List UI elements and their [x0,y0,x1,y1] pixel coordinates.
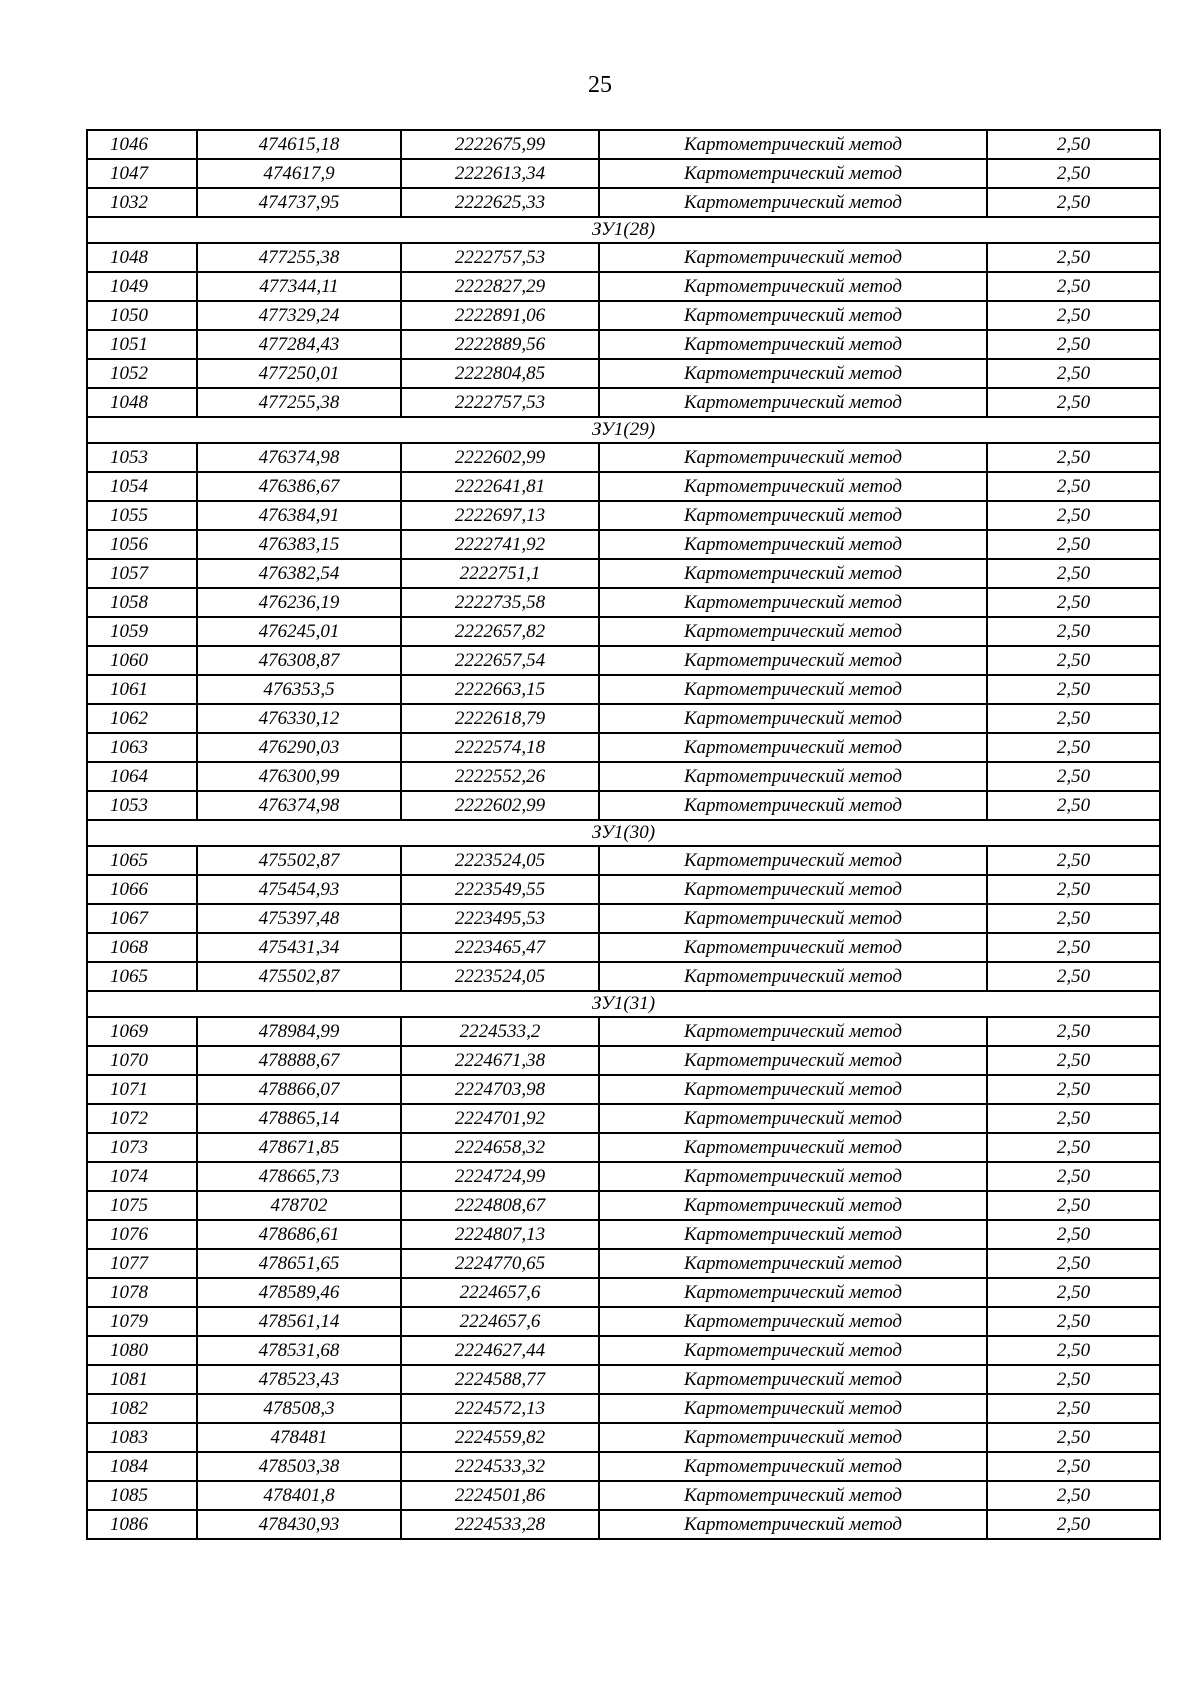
table-row [87,675,1160,704]
point-number-cell: 1084 [87,1452,197,1481]
accuracy-cell: 2,50 [987,646,1160,675]
section-header-row [87,417,1160,443]
section-title: ЗУ1(30) [87,820,1160,846]
x-coordinate-cell: 478702 [197,1191,401,1220]
accuracy-cell: 2,50 [987,1481,1160,1510]
method-cell: Картометрический метод [599,559,987,588]
table-row [87,875,1160,904]
x-coordinate-cell: 478430,93 [197,1510,401,1539]
accuracy-cell: 2,50 [987,1046,1160,1075]
y-coordinate-cell: 2224657,6 [401,1307,599,1336]
x-coordinate-cell: 478589,46 [197,1278,401,1307]
table-row [87,472,1160,501]
method-cell: Картометрический метод [599,933,987,962]
x-coordinate-cell: 474615,18 [197,130,401,159]
method-cell: Картометрический метод [599,1162,987,1191]
accuracy-cell: 2,50 [987,1336,1160,1365]
point-number-cell: 1071 [87,1075,197,1104]
method-cell: Картометрический метод [599,1510,987,1539]
accuracy-cell: 2,50 [987,762,1160,791]
method-cell: Картометрический метод [599,762,987,791]
table-row [87,1481,1160,1510]
x-coordinate-cell: 478508,3 [197,1394,401,1423]
x-coordinate-cell: 478671,85 [197,1133,401,1162]
table-row [87,1220,1160,1249]
method-cell: Картометрический метод [599,704,987,733]
y-coordinate-cell: 2222757,53 [401,388,599,417]
section-title: ЗУ1(28) [87,217,1160,243]
table-row [87,846,1160,875]
y-coordinate-cell: 2222891,06 [401,301,599,330]
accuracy-cell: 2,50 [987,501,1160,530]
accuracy-cell: 2,50 [987,559,1160,588]
point-number-cell: 1074 [87,1162,197,1191]
y-coordinate-cell: 2222697,13 [401,501,599,530]
method-cell: Картометрический метод [599,1481,987,1510]
y-coordinate-cell: 2224533,2 [401,1017,599,1046]
x-coordinate-cell: 478865,14 [197,1104,401,1133]
method-cell: Картометрический метод [599,1452,987,1481]
y-coordinate-cell: 2223495,53 [401,904,599,933]
point-number-cell: 1060 [87,646,197,675]
accuracy-cell: 2,50 [987,1017,1160,1046]
method-cell: Картометрический метод [599,846,987,875]
accuracy-cell: 2,50 [987,1249,1160,1278]
x-coordinate-cell: 474737,95 [197,188,401,217]
method-cell: Картометрический метод [599,1220,987,1249]
x-coordinate-cell: 478481 [197,1423,401,1452]
y-coordinate-cell: 2223524,05 [401,846,599,875]
y-coordinate-cell: 2222618,79 [401,704,599,733]
x-coordinate-cell: 478888,67 [197,1046,401,1075]
accuracy-cell: 2,50 [987,188,1160,217]
x-coordinate-cell: 477250,01 [197,359,401,388]
y-coordinate-cell: 2223524,05 [401,962,599,991]
point-number-cell: 1049 [87,272,197,301]
accuracy-cell: 2,50 [987,1075,1160,1104]
method-cell: Картометрический метод [599,1249,987,1278]
x-coordinate-cell: 478866,07 [197,1075,401,1104]
table-row [87,388,1160,417]
table-row [87,1046,1160,1075]
section-header-row [87,217,1160,243]
point-number-cell: 1068 [87,933,197,962]
table-row [87,1191,1160,1220]
x-coordinate-cell: 476384,91 [197,501,401,530]
table-row [87,1365,1160,1394]
accuracy-cell: 2,50 [987,472,1160,501]
method-cell: Картометрический метод [599,501,987,530]
y-coordinate-cell: 2222613,34 [401,159,599,188]
method-cell: Картометрический метод [599,188,987,217]
x-coordinate-cell: 476300,99 [197,762,401,791]
y-coordinate-cell: 2224533,32 [401,1452,599,1481]
x-coordinate-cell: 476386,67 [197,472,401,501]
x-coordinate-cell: 478531,68 [197,1336,401,1365]
accuracy-cell: 2,50 [987,1133,1160,1162]
method-cell: Картометрический метод [599,272,987,301]
point-number-cell: 1032 [87,188,197,217]
x-coordinate-cell: 478686,61 [197,1220,401,1249]
accuracy-cell: 2,50 [987,1191,1160,1220]
accuracy-cell: 2,50 [987,1162,1160,1191]
accuracy-cell: 2,50 [987,617,1160,646]
accuracy-cell: 2,50 [987,159,1160,188]
x-coordinate-cell: 478984,99 [197,1017,401,1046]
y-coordinate-cell: 2224671,38 [401,1046,599,1075]
method-cell: Картометрический метод [599,675,987,704]
y-coordinate-cell: 2224657,6 [401,1278,599,1307]
method-cell: Картометрический метод [599,875,987,904]
method-cell: Картометрический метод [599,1423,987,1452]
x-coordinate-cell: 476374,98 [197,791,401,820]
accuracy-cell: 2,50 [987,962,1160,991]
method-cell: Картометрический метод [599,1365,987,1394]
method-cell: Картометрический метод [599,588,987,617]
method-cell: Картометрический метод [599,904,987,933]
x-coordinate-cell: 477255,38 [197,388,401,417]
table-row [87,359,1160,388]
x-coordinate-cell: 475502,87 [197,962,401,991]
y-coordinate-cell: 2222757,53 [401,243,599,272]
point-number-cell: 1054 [87,472,197,501]
y-coordinate-cell: 2222889,56 [401,330,599,359]
point-number-cell: 1066 [87,875,197,904]
y-coordinate-cell: 2222602,99 [401,443,599,472]
accuracy-cell: 2,50 [987,443,1160,472]
table-row [87,301,1160,330]
point-number-cell: 1056 [87,530,197,559]
y-coordinate-cell: 2224627,44 [401,1336,599,1365]
coordinates-table-body [87,130,1160,1539]
point-number-cell: 1085 [87,1481,197,1510]
accuracy-cell: 2,50 [987,933,1160,962]
point-number-cell: 1062 [87,704,197,733]
table-row [87,130,1160,159]
method-cell: Картометрический метод [599,1017,987,1046]
method-cell: Картометрический метод [599,1307,987,1336]
accuracy-cell: 2,50 [987,301,1160,330]
y-coordinate-cell: 2222602,99 [401,791,599,820]
method-cell: Картометрический метод [599,159,987,188]
y-coordinate-cell: 2222675,99 [401,130,599,159]
table-row [87,1423,1160,1452]
table-row [87,1307,1160,1336]
accuracy-cell: 2,50 [987,243,1160,272]
table-row [87,1452,1160,1481]
table-row [87,530,1160,559]
accuracy-cell: 2,50 [987,530,1160,559]
method-cell: Картометрический метод [599,962,987,991]
point-number-cell: 1073 [87,1133,197,1162]
point-number-cell: 1072 [87,1104,197,1133]
accuracy-cell: 2,50 [987,1452,1160,1481]
point-number-cell: 1063 [87,733,197,762]
point-number-cell: 1061 [87,675,197,704]
point-number-cell: 1052 [87,359,197,388]
method-cell: Картометрический метод [599,1104,987,1133]
table-row [87,704,1160,733]
y-coordinate-cell: 2222657,54 [401,646,599,675]
point-number-cell: 1076 [87,1220,197,1249]
point-number-cell: 1081 [87,1365,197,1394]
accuracy-cell: 2,50 [987,733,1160,762]
method-cell: Картометрический метод [599,617,987,646]
accuracy-cell: 2,50 [987,791,1160,820]
method-cell: Картометрический метод [599,1394,987,1423]
y-coordinate-cell: 2224808,67 [401,1191,599,1220]
method-cell: Картометрический метод [599,443,987,472]
y-coordinate-cell: 2224724,99 [401,1162,599,1191]
point-number-cell: 1047 [87,159,197,188]
accuracy-cell: 2,50 [987,330,1160,359]
section-header-row [87,820,1160,846]
point-number-cell: 1046 [87,130,197,159]
table-row [87,559,1160,588]
y-coordinate-cell: 2222751,1 [401,559,599,588]
table-row [87,617,1160,646]
x-coordinate-cell: 478561,14 [197,1307,401,1336]
accuracy-cell: 2,50 [987,1394,1160,1423]
x-coordinate-cell: 476245,01 [197,617,401,646]
section-header-row [87,991,1160,1017]
point-number-cell: 1048 [87,243,197,272]
method-cell: Картометрический метод [599,1278,987,1307]
point-number-cell: 1069 [87,1017,197,1046]
point-number-cell: 1051 [87,330,197,359]
method-cell: Картометрический метод [599,791,987,820]
x-coordinate-cell: 476383,15 [197,530,401,559]
y-coordinate-cell: 2222625,33 [401,188,599,217]
x-coordinate-cell: 475502,87 [197,846,401,875]
point-number-cell: 1050 [87,301,197,330]
x-coordinate-cell: 478651,65 [197,1249,401,1278]
y-coordinate-cell: 2224572,13 [401,1394,599,1423]
point-number-cell: 1079 [87,1307,197,1336]
accuracy-cell: 2,50 [987,359,1160,388]
table-row [87,1017,1160,1046]
method-cell: Картометрический метод [599,130,987,159]
table-row [87,646,1160,675]
point-number-cell: 1082 [87,1394,197,1423]
accuracy-cell: 2,50 [987,388,1160,417]
point-number-cell: 1077 [87,1249,197,1278]
method-cell: Картометрический метод [599,359,987,388]
point-number-cell: 1048 [87,388,197,417]
y-coordinate-cell: 2224588,77 [401,1365,599,1394]
accuracy-cell: 2,50 [987,1423,1160,1452]
point-number-cell: 1064 [87,762,197,791]
method-cell: Картометрический метод [599,1046,987,1075]
x-coordinate-cell: 476308,87 [197,646,401,675]
method-cell: Картометрический метод [599,1191,987,1220]
accuracy-cell: 2,50 [987,1104,1160,1133]
y-coordinate-cell: 2222641,81 [401,472,599,501]
y-coordinate-cell: 2223549,55 [401,875,599,904]
y-coordinate-cell: 2224658,32 [401,1133,599,1162]
y-coordinate-cell: 2222574,18 [401,733,599,762]
table-row [87,1133,1160,1162]
accuracy-cell: 2,50 [987,1220,1160,1249]
table-row [87,1104,1160,1133]
table-row [87,1278,1160,1307]
table-row [87,188,1160,217]
y-coordinate-cell: 2224559,82 [401,1423,599,1452]
point-number-cell: 1058 [87,588,197,617]
table-row [87,733,1160,762]
point-number-cell: 1067 [87,904,197,933]
point-number-cell: 1075 [87,1191,197,1220]
y-coordinate-cell: 2224533,28 [401,1510,599,1539]
accuracy-cell: 2,50 [987,904,1160,933]
section-title: ЗУ1(31) [87,991,1160,1017]
coordinates-table [86,129,1161,1540]
y-coordinate-cell: 2224807,13 [401,1220,599,1249]
method-cell: Картометрический метод [599,1336,987,1365]
method-cell: Картометрический метод [599,733,987,762]
table-row [87,159,1160,188]
method-cell: Картометрический метод [599,388,987,417]
accuracy-cell: 2,50 [987,1365,1160,1394]
point-number-cell: 1070 [87,1046,197,1075]
y-coordinate-cell: 2224770,65 [401,1249,599,1278]
page-number: 25 [588,72,612,98]
x-coordinate-cell: 477344,11 [197,272,401,301]
point-number-cell: 1065 [87,962,197,991]
y-coordinate-cell: 2222827,29 [401,272,599,301]
y-coordinate-cell: 2222741,92 [401,530,599,559]
method-cell: Картометрический метод [599,472,987,501]
accuracy-cell: 2,50 [987,675,1160,704]
y-coordinate-cell: 2224701,92 [401,1104,599,1133]
accuracy-cell: 2,50 [987,1510,1160,1539]
x-coordinate-cell: 477329,24 [197,301,401,330]
accuracy-cell: 2,50 [987,130,1160,159]
x-coordinate-cell: 476290,03 [197,733,401,762]
accuracy-cell: 2,50 [987,272,1160,301]
method-cell: Картометрический метод [599,330,987,359]
table-row [87,1162,1160,1191]
accuracy-cell: 2,50 [987,588,1160,617]
point-number-cell: 1055 [87,501,197,530]
accuracy-cell: 2,50 [987,875,1160,904]
x-coordinate-cell: 476374,98 [197,443,401,472]
table-row [87,1336,1160,1365]
point-number-cell: 1086 [87,1510,197,1539]
table-row [87,588,1160,617]
x-coordinate-cell: 476236,19 [197,588,401,617]
x-coordinate-cell: 476353,5 [197,675,401,704]
table-row [87,443,1160,472]
table-row [87,501,1160,530]
y-coordinate-cell: 2222657,82 [401,617,599,646]
section-title: ЗУ1(29) [87,417,1160,443]
accuracy-cell: 2,50 [987,1278,1160,1307]
y-coordinate-cell: 2224501,86 [401,1481,599,1510]
table-row [87,933,1160,962]
table-row [87,1249,1160,1278]
point-number-cell: 1057 [87,559,197,588]
y-coordinate-cell: 2222735,58 [401,588,599,617]
y-coordinate-cell: 2224703,98 [401,1075,599,1104]
accuracy-cell: 2,50 [987,1307,1160,1336]
x-coordinate-cell: 478523,43 [197,1365,401,1394]
point-number-cell: 1059 [87,617,197,646]
method-cell: Картометрический метод [599,1075,987,1104]
point-number-cell: 1053 [87,443,197,472]
accuracy-cell: 2,50 [987,704,1160,733]
method-cell: Картометрический метод [599,1133,987,1162]
x-coordinate-cell: 478665,73 [197,1162,401,1191]
accuracy-cell: 2,50 [987,846,1160,875]
x-coordinate-cell: 475431,34 [197,933,401,962]
table-row [87,791,1160,820]
table-row [87,272,1160,301]
method-cell: Картометрический метод [599,646,987,675]
x-coordinate-cell: 475397,48 [197,904,401,933]
method-cell: Картометрический метод [599,530,987,559]
table-row [87,1075,1160,1104]
x-coordinate-cell: 476330,12 [197,704,401,733]
x-coordinate-cell: 474617,9 [197,159,401,188]
point-number-cell: 1080 [87,1336,197,1365]
point-number-cell: 1083 [87,1423,197,1452]
x-coordinate-cell: 475454,93 [197,875,401,904]
point-number-cell: 1065 [87,846,197,875]
x-coordinate-cell: 478503,38 [197,1452,401,1481]
table-row [87,962,1160,991]
y-coordinate-cell: 2222804,85 [401,359,599,388]
table-row [87,1510,1160,1539]
y-coordinate-cell: 2222663,15 [401,675,599,704]
table-row [87,330,1160,359]
table-row [87,762,1160,791]
x-coordinate-cell: 477255,38 [197,243,401,272]
point-number-cell: 1053 [87,791,197,820]
method-cell: Картометрический метод [599,301,987,330]
table-row [87,243,1160,272]
x-coordinate-cell: 476382,54 [197,559,401,588]
point-number-cell: 1078 [87,1278,197,1307]
method-cell: Картометрический метод [599,243,987,272]
y-coordinate-cell: 2222552,26 [401,762,599,791]
table-row [87,904,1160,933]
table-row [87,1394,1160,1423]
y-coordinate-cell: 2223465,47 [401,933,599,962]
x-coordinate-cell: 478401,8 [197,1481,401,1510]
x-coordinate-cell: 477284,43 [197,330,401,359]
